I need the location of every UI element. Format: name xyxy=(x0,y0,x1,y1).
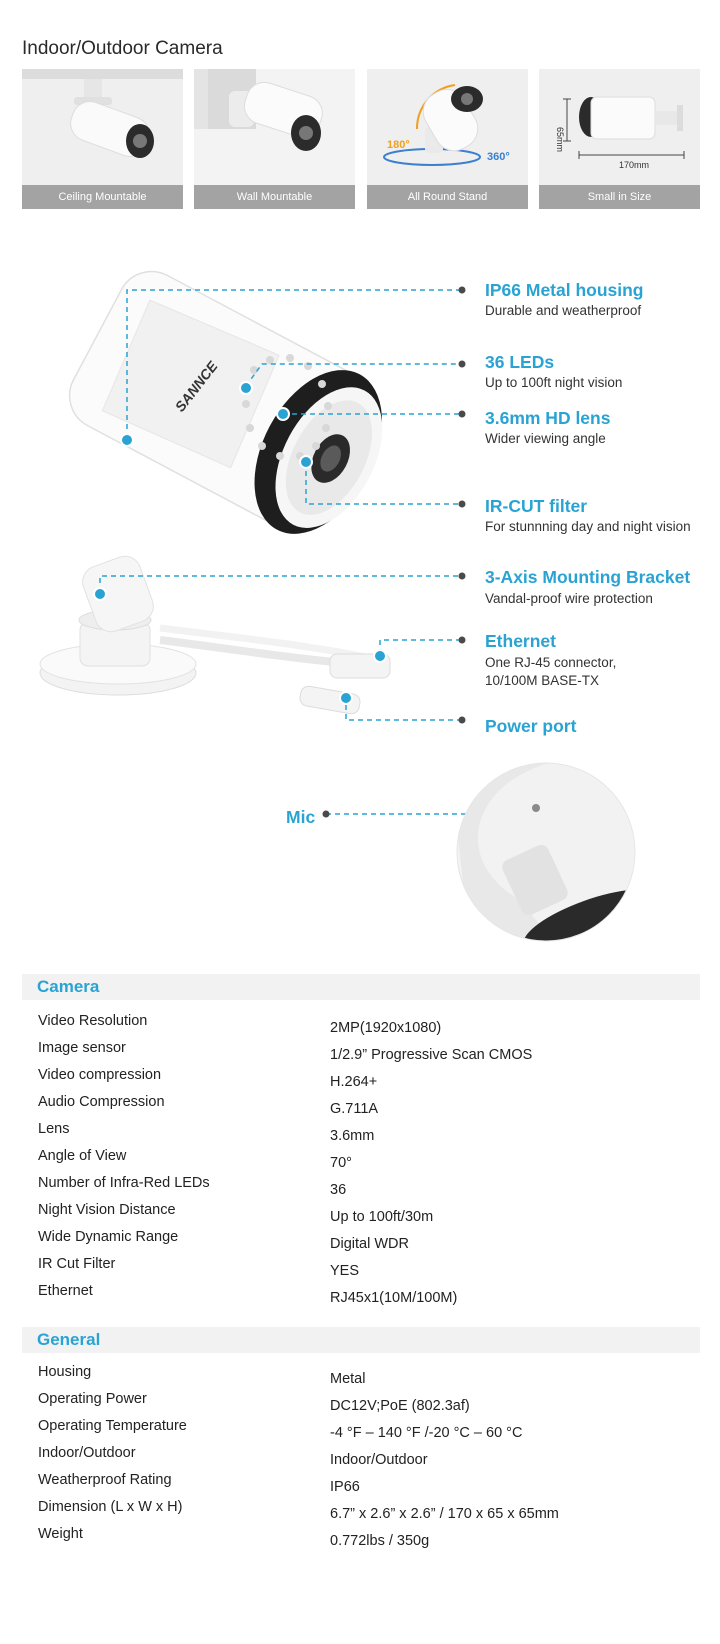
spec-value: 70° xyxy=(330,1155,352,1171)
spec-value: DC12V;PoE (802.3af) xyxy=(330,1398,470,1414)
spec-label: IR Cut Filter xyxy=(38,1256,116,1272)
section-title: Camera xyxy=(37,977,100,996)
brand-logo: SANNCE xyxy=(171,358,221,415)
spec-value: 6.7” x 2.6” x 2.6” / 170 x 65 x 65mm xyxy=(330,1506,559,1522)
angle-label-360: 360° xyxy=(487,151,510,163)
spec-value: 36 xyxy=(330,1182,347,1198)
mic-label: Mic xyxy=(286,807,316,827)
spec-label: Wide Dynamic Range xyxy=(38,1229,179,1245)
camera-body xyxy=(56,257,410,557)
page-title: Indoor/Outdoor Camera xyxy=(22,38,223,59)
spec-value: YES xyxy=(330,1263,360,1279)
spec-value: G.711A xyxy=(330,1101,379,1117)
thumbnail-caption: Small in Size xyxy=(539,185,700,209)
spec-label: Audio Compression xyxy=(38,1094,165,1110)
callout-desc-lens: Wider viewing angle xyxy=(485,431,606,446)
spec-label: Weatherproof Rating xyxy=(38,1472,172,1488)
spec-value: RJ45x1(10M/100M) xyxy=(330,1290,458,1306)
callout-desc-housing: Durable and weatherproof xyxy=(485,303,642,318)
callout-title-housing: IP66 Metal housing xyxy=(485,280,644,300)
callout-title-power: Power port xyxy=(485,716,577,736)
height-dimension-label: 65mm xyxy=(555,127,565,153)
spec-label: Housing xyxy=(38,1364,92,1380)
callout-title-bracket: 3-Axis Mounting Bracket xyxy=(485,567,691,587)
callout-desc-ethernet-line1: One RJ-45 connector, xyxy=(485,655,617,670)
spec-label: Angle of View xyxy=(38,1148,127,1164)
mic-hole-icon xyxy=(532,804,540,812)
callout-title-leds: 36 LEDs xyxy=(485,352,555,372)
section-header-camera xyxy=(22,974,700,1000)
callout-desc-ircut: For stunnning day and night vision xyxy=(485,519,691,534)
callout-desc-bracket: Vandal-proof wire protection xyxy=(485,591,653,606)
spec-label: Ethernet xyxy=(38,1283,93,1299)
callout-title-ircut: IR-CUT filter xyxy=(485,496,588,516)
spec-value: 0.772lbs / 350g xyxy=(330,1533,430,1549)
spec-value: Digital WDR xyxy=(330,1236,409,1252)
spec-label: Image sensor xyxy=(38,1040,126,1056)
spec-label: Weight xyxy=(38,1526,83,1542)
spec-value: -4 °F – 140 °F /-20 °C – 60 °C xyxy=(330,1425,523,1441)
spec-label: Dimension (L x W x H) xyxy=(38,1499,183,1515)
spec-value: Metal xyxy=(330,1371,366,1387)
spec-label: Video Resolution xyxy=(38,1013,148,1029)
spec-value: Indoor/Outdoor xyxy=(330,1452,428,1468)
thumbnail-caption: All Round Stand xyxy=(367,185,528,209)
width-dimension-label: 170mm xyxy=(619,160,650,170)
spec-label: Number of Infra-Red LEDs xyxy=(38,1175,210,1191)
angle-label-180: 180° xyxy=(387,139,410,151)
spec-label: Operating Temperature xyxy=(38,1418,187,1434)
callout-title-lens: 3.6mm HD lens xyxy=(485,408,611,428)
spec-value: H.264+ xyxy=(330,1074,378,1090)
spec-value: IP66 xyxy=(330,1479,360,1495)
spec-label: Indoor/Outdoor xyxy=(38,1445,136,1461)
spec-value: 1/2.9” Progressive Scan CMOS xyxy=(330,1047,533,1063)
spec-label: Video compression xyxy=(38,1067,162,1083)
spec-label: Operating Power xyxy=(38,1391,147,1407)
section-title: General xyxy=(37,1330,101,1349)
callout-desc-leds: Up to 100ft night vision xyxy=(485,375,623,390)
spec-label: Night Vision Distance xyxy=(38,1202,176,1218)
spec-label: Lens xyxy=(38,1121,70,1137)
thumbnail-caption: Wall Mountable xyxy=(194,185,355,209)
spec-value: Up to 100ft/30m xyxy=(330,1209,434,1225)
spec-value: 3.6mm xyxy=(330,1128,375,1144)
spec-value: 2MP(1920x1080) xyxy=(330,1020,442,1036)
callout-title-ethernet: Ethernet xyxy=(485,631,556,651)
callout-desc-ethernet-line2: 10/100M BASE-TX xyxy=(485,673,600,688)
section-header-general xyxy=(22,1327,700,1353)
thumbnail-caption: Ceiling Mountable xyxy=(22,185,183,209)
